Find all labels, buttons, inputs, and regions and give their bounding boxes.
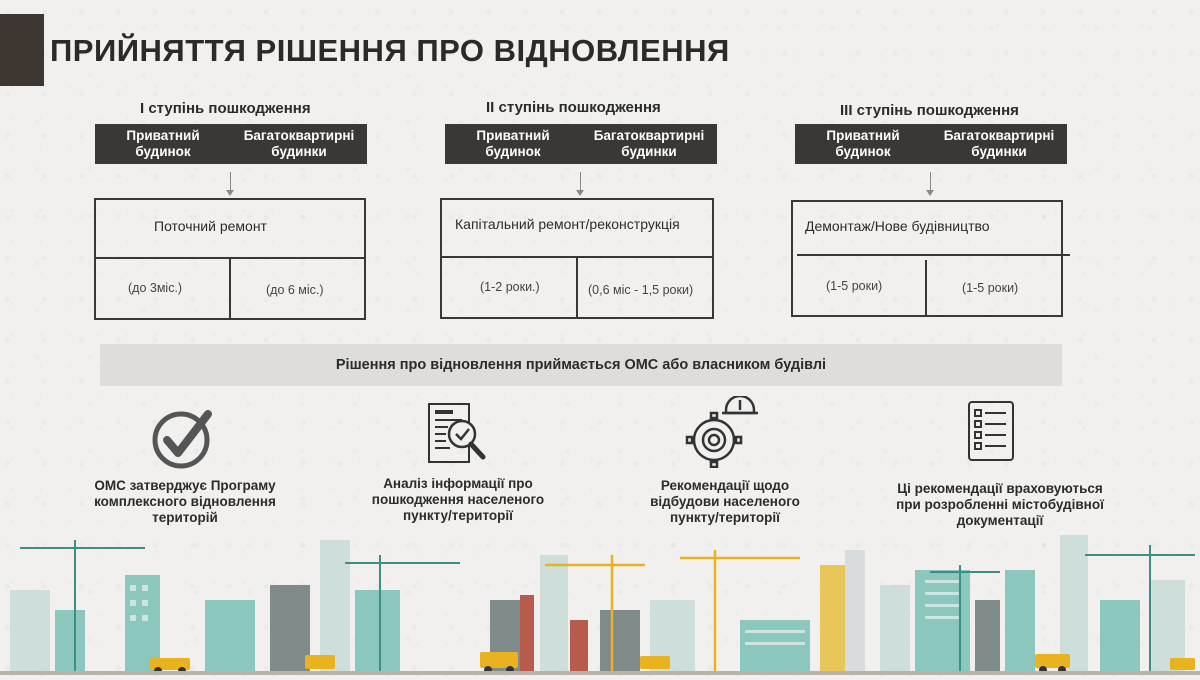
decision-banner: Рішення про відновлення приймається ОМС або власником будівлі [100, 344, 1062, 386]
stage-3-col-multi: Багатоквартирні будинки [943, 128, 1055, 159]
stage-3-arrow [930, 172, 931, 194]
stage-3-title: ІІІ ступінь пошкодження [840, 102, 1019, 119]
stage-3-term-private: (1-5 роки) [826, 279, 883, 293]
stage-1-term-multi: (до 6 міс.) [266, 283, 324, 297]
document-magnifier-icon [426, 400, 492, 466]
stage-1-work: Поточний ремонт [154, 218, 267, 234]
step-3-text: Рекомендації щодо відбудови населеного пункту/території [650, 478, 800, 525]
construction-skyline-illustration [0, 530, 1200, 675]
stage-2-arrow [580, 172, 581, 194]
stage-1-col-private: Приватний будинок [126, 128, 200, 159]
stage-3-work: Демонтаж/Нове будівництво [805, 218, 990, 234]
title-accent-bar [0, 14, 44, 86]
stage-1-term-private: (до 3міс.) [128, 281, 183, 295]
stage-3-divider [797, 254, 1070, 256]
stage-1-title: І ступінь пошкодження [140, 100, 311, 117]
stage-3-header [795, 124, 1067, 164]
page-title: ПРИЙНЯТТЯ РІШЕННЯ ПРО ВІДНОВЛЕННЯ [50, 33, 730, 68]
stage-2-col-multi: Багатоквартирні будинки [593, 128, 705, 159]
stage-1-arrow [230, 172, 231, 194]
stage-2-term-multi: (0,6 міс - 1,5 роки) [588, 283, 694, 297]
gear-hardhat-icon [684, 396, 760, 468]
stage-2-term-private: (1-2 роки.) [480, 280, 540, 294]
stage-2-header [445, 124, 717, 164]
checklist-icon [966, 400, 1016, 462]
stage-1-col-divider [229, 257, 231, 320]
stage-2-work: Капітальний ремонт/реконструкція [455, 216, 680, 232]
stage-2-col-divider [576, 256, 578, 319]
stage-2-title: ІІ ступінь пошкодження [486, 99, 661, 116]
stage-3-term-multi: (1-5 роки) [962, 281, 1019, 295]
stage-2-col-private: Приватний будинок [476, 128, 550, 159]
step-2-text: Аналіз інформації про пошкодження населеного пункту/території [371, 476, 545, 523]
stage-3-col-private: Приватний будинок [826, 128, 900, 159]
stage-1-header [95, 124, 367, 164]
step-4-text: Ці рекомендації враховуються при розробленні містобудівної документації [896, 481, 1104, 528]
step-1-text: ОМС затверджує Програму комплексного відновлення територій [94, 478, 276, 525]
stage-3-col-divider [925, 260, 927, 317]
checkmark-circle-icon [152, 408, 214, 470]
stage-1-col-multi: Багатоквартирні будинки [243, 128, 355, 159]
